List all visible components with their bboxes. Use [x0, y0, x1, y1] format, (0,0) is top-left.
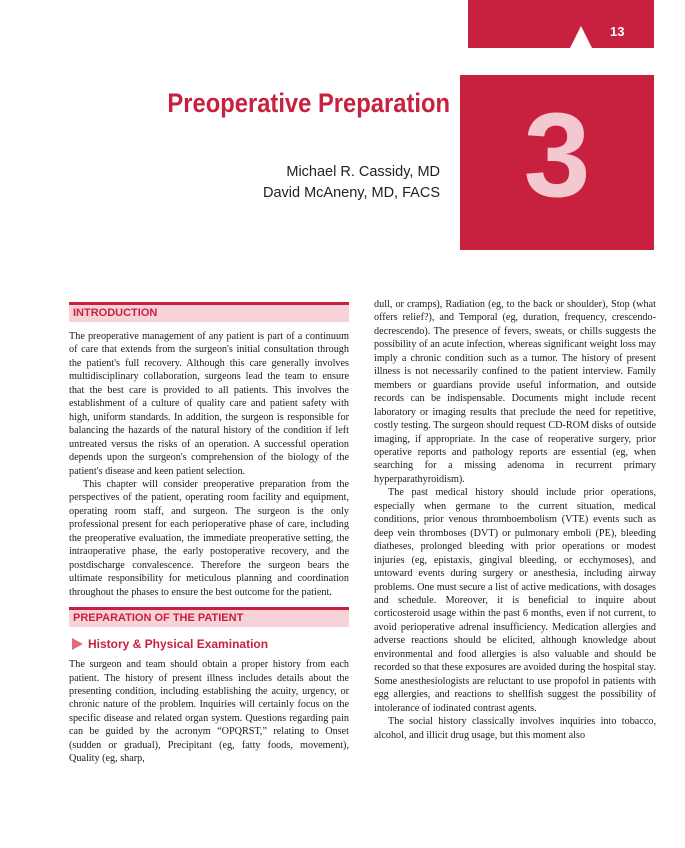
- page-number: 13: [610, 24, 625, 39]
- section-heading-preparation: PREPARATION OF THE PATIENT: [69, 607, 349, 627]
- author-2: David McAneny, MD, FACS: [262, 185, 440, 201]
- chapter-number: 3: [523, 88, 591, 222]
- subsection-heading: [69, 635, 349, 653]
- intro-paragraph-1: The preoperative management of any patient is part of a continuum of care that extends from the surgeon's initial consultation through the patient's full recovery. Although this care generally involves multidisciplinary collaboration, surgeons lead the team to ensure that the best care is provided to all patients. This involves the establishment of a culture of quality care and patient safety with high, uniform standards. In addition, the surgeon is responsible for balancing the hazards of the natural history of the condition if left untreated versus the risks of an operation. A successful operation depends upon the surgeon's comprehension of the biology of the patient's disease and keen patient selection.: [69, 331, 349, 477]
- section-heading-introduction: INTRODUCTION: [69, 302, 349, 322]
- author-1: Michael R. Cassidy, MD: [286, 164, 440, 180]
- intro-paragraph-2: This chapter will consider preoperative preparation from the perspectives of the patient, operating room facility and equipment, operating room staff, and surgeon. The surgeon is the only professional present for each perioperative phase of care, including the preoperative evaluation, the immediate preoperative setting, the intraoperative phase, the early postoperative recovery, and the postdischarge convalescence. Therefore the surgeon bears the ultimate responsibility for meticulous planning and coordination throughout the phases to ensure the best outcome for the patient.: [69, 478, 349, 598]
- past-medical-history-paragraph: The past medical history should include prior operations, especially when germane to the current situation, medical conditions, prior venous thromboembolism (VTE) events such as deep vein thromboses (DVT) or pulmonary emboli (PE), bleeding diatheses, prolonged bleeding with prior operations or modest injuries (eg, epistaxis, gingival bleeding, or ecchymoses), and untoward events during surgery or anesthesia, including airway problems. One must secure a list of active medications, with dosages and schedule. Moreover, it is beneficial to inquire about corticosteroid usage within the past 6 months, even if not current, to avoid perioperative adrenal insufficiency. Medication allergies and adverse reactions should be elicited, although knowledge about environmental and food allergies is also valuable and should be recorded so that these exposures are avoided during the hospital stay. Some anesthesiologists are reluctant to use propofol in patients with egg allergies, and reactions to shellfish suggest the possibility of intolerance of iodinated contrast agents.: [374, 487, 656, 714]
- subsection-heading-label: History & Physical Examination: [88, 637, 269, 652]
- left-column: [69, 302, 349, 766]
- history-paragraph-continued: dull, or cramps), Radiation (eg, to the back or shoulder), Stop (what offers relief?), and Temporal (eg, duration, frequency, crescendo-decrescendo). The presence of fevers, sweats, or chills suggests the possibility of an acute infection, whereas significant weight loss may imply a chronic condition such as a tumor. The history of present illness is not necessarily confined to the patient interview. Family members or guardians provide useful information, and outside records can be indispensable. Documents might include recent laboratory or imaging results that preclude the need for repetitive, costly testing. The surgeon should request CD-ROM disks of outside imaging, if appropriate. In the case of reoperative surgery, prior operative reports and pathology reports are essential (eg, when searching for a missing adenoma in recurrent primary hyperparathyroidism).: [374, 299, 656, 485]
- chapter-title: Preoperative Preparation: [167, 88, 450, 118]
- right-column: [374, 298, 656, 742]
- social-history-paragraph: The social history classically involves inquiries into tobacco, alcohol, and illicit drug usage, but this moment also: [374, 716, 656, 741]
- tab-notch-triangle: [570, 26, 592, 48]
- history-paragraph: The surgeon and team should obtain a proper history from each patient. The history of present illness includes details about the presenting condition, including establishing the acuity, urgency, or chronic nature of the problem. Inquiries will certainly focus on the specific disease and related organ system. Questions regarding pain can be guided by the acronym “OPQRST,” relating to Onset (sudden or gradual), Precipitant (eg, fatty foods, movement), Quality (eg, sharp,: [69, 659, 349, 765]
- triangle-bullet-icon: [72, 638, 83, 650]
- chapter-number-box: [460, 75, 654, 250]
